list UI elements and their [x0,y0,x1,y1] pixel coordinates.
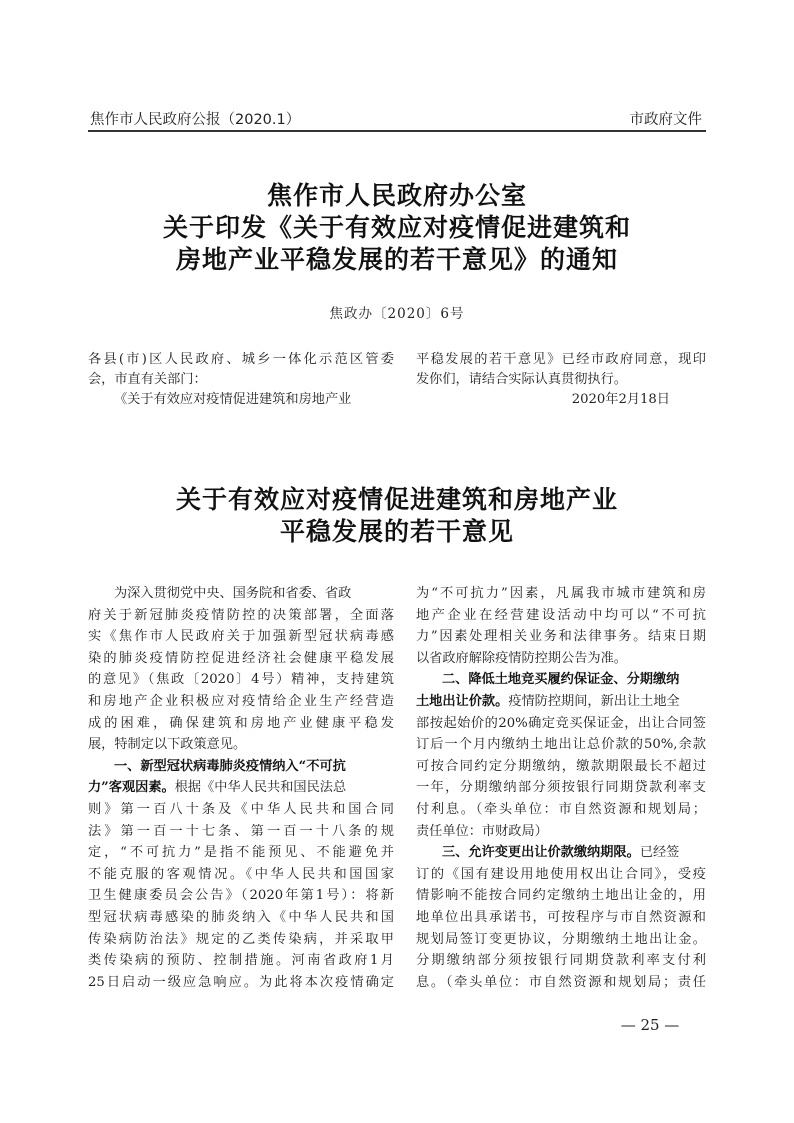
text-line: 和房地产企业积极应对疫情给企业生产经营造 [88,693,394,709]
text-line: 订后一个月内缴纳土地出让总价款的50%,余款 [416,737,706,753]
notice-title-line: 关于印发《关于有效应对疫情促进建筑和 [162,213,631,242]
section-heading [88,756,394,778]
text-line: 《关于有效应对疫情促进建筑和房地产业 [114,392,352,407]
text-line: 的意见》（焦政〔2020〕4号）精神，支持建筑 [88,672,394,688]
notice-title-line: 焦作市人民政府办公室 [266,181,527,210]
text-line: 地单位出具承诺书，可按程序与市自然资源和 [416,909,706,925]
publication-name: 焦作市人民政府公报（2020.1） [90,112,301,128]
text-line: 力”因素处理相关业务和法律事务。结束日期 [416,629,706,645]
text-line: 型冠状病毒感染的肺炎纳入《中华人民共和国 [88,909,394,925]
notice-body-left [88,350,394,410]
body-text: 已经签 [639,845,680,861]
text-line: 不能克服的客观情况。《中华人民共和国国家 [88,866,394,882]
opinions-title [100,484,694,548]
text-line: 规划局签订变更协议，分期缴纳土地出让金。 [416,931,706,947]
text-line: 会，市直有关部门： [88,372,207,387]
text-line: 订的《国有建设用地使用权出让合同》，受疫 [416,866,706,882]
text-line: 25日启动一级应急响应。为此将本次疫情确定 [88,974,394,990]
opinions-title-line: 关于有效应对疫情促进建筑和房地产业 [175,485,618,514]
opinions-title-line: 平稳发展的若干意见 [279,517,514,546]
text-line: 卫生健康委员会公告》（2020年第1号）：将新 [88,888,394,904]
text-line: 实《焦作市人民政府关于加强新型冠状病毒感 [88,629,394,645]
heading-text: 土地出让价款。 [416,693,509,709]
page-number: — 25 — [620,1016,680,1034]
notice-date: 2020年2月18日 [571,392,670,407]
text-line [88,777,394,799]
text-line: 法》第一百一十七条、第一百一十八条的规 [88,823,394,839]
text-line: 则》第一百八十条及《中华人民共和国合同 [88,801,394,817]
text-line: 付利息。（牵头单位：市自然资源和规划局； [416,801,706,817]
section-heading [416,842,706,864]
text-line: 可按合同约定分期缴纳，缴款期限最长不超过 [416,758,706,774]
text-line [416,691,706,713]
heading-text: 三、允许变更出让价款缴纳期限。 [442,845,640,861]
text-line: 息。（牵头单位：市自然资源和规划局；责任 [416,974,706,990]
running-header [88,106,706,132]
text-line: 为“不可抗力”因素，凡属我市城市建筑和房 [416,586,706,601]
text-line: 府关于新冠肺炎疫情防控的决策部署，全面落 [88,607,394,623]
notice-body-right [416,350,706,410]
text-line: 地产企业在经营建设活动中均可以“不可抗 [416,607,706,623]
text-line: 一年，分期缴纳部分须按银行同期贷款利率支 [416,780,706,796]
text-line: 情影响不能按合同约定缴纳土地出让金的，用 [416,888,706,904]
text-line: 传染病防治法》规定的乙类传染病，并采取甲 [88,931,394,947]
notice-title [100,180,694,276]
text-line: 发你们，请结合实际认真贯彻执行。 [416,372,627,387]
section-heading [416,669,706,691]
notice-title-line: 房地产业平稳发展的若干意见》的通知 [175,245,618,274]
opinions-body-right [416,583,706,993]
body-text: 根据《中华人民共和国民法总 [174,780,347,796]
text-line: 各县(市)区人民政府、城乡一体化示范区管委 [88,352,394,367]
opinions-body-left [88,583,394,993]
text-line: 责任单位：市财政局） [416,823,548,839]
heading-text: 二、降低土地竞买履约保证金、分期缴纳 [442,672,680,688]
text-line: 平稳发展的若干意见》已经市政府同意，现印 [416,352,706,367]
text-line: 类传染病的预防、控制措施。河南省政府1月 [88,953,394,969]
text-line: 以省政府解除疫情防控期公告为准。 [416,650,627,666]
heading-text: 一、新型冠状病毒肺炎疫情纳入“不可抗 [114,758,346,774]
text-line: 展，特制定以下政策意见。 [88,737,247,753]
text-line: 染的肺炎疫情防控促进经济社会健康平稳发展 [88,650,394,666]
heading-text: 力”客观因素。 [88,780,175,796]
text-line: 分期缴纳部分须按银行同期贷款利率支付利 [416,953,706,969]
text-line: 成的困难，确保建筑和房地产业健康平稳发 [88,715,394,731]
text-line: 部按起始价的20%确定竞买保证金，出让合同签 [416,715,706,731]
body-text: 疫情防控期间，新出让土地全 [508,693,680,709]
text-line: 为深入贯彻党中央、国务院和省委、省政 [114,586,352,601]
document-number: 焦政办〔2020〕6号 [329,306,465,322]
section-name: 市政府文件 [629,112,702,128]
text-line: 定，“不可抗力”是指不能预见、不能避免并 [88,845,394,861]
